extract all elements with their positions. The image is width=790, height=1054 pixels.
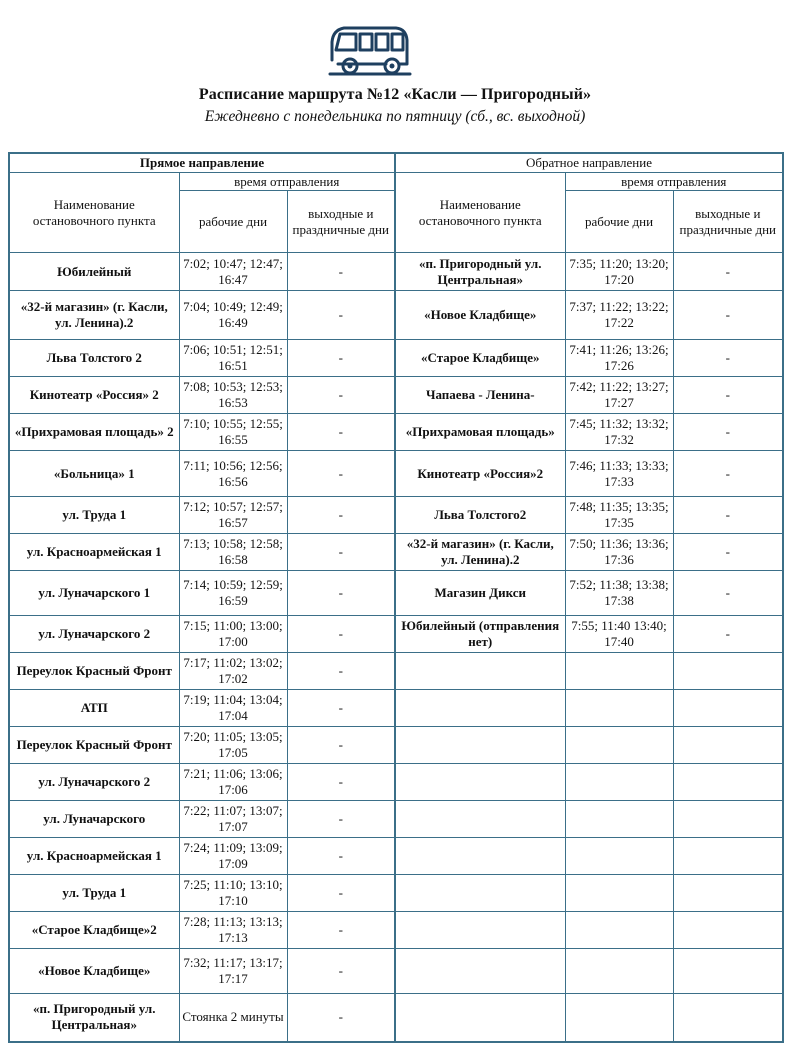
return-stop-name <box>395 690 565 727</box>
forward-weekend-times: - <box>287 253 395 291</box>
forward-workday-times: 7:11; 10:56; 12:56; 16:56 <box>179 451 287 497</box>
return-workday-times: 7:48; 11:35; 13:35; 17:35 <box>565 497 673 534</box>
return-workday-times: 7:46; 11:33; 13:33; 17:33 <box>565 451 673 497</box>
schedule-row <box>9 994 783 1042</box>
forward-stop-name: ул. Красноармейская 1 <box>9 534 179 571</box>
bus-icon <box>326 20 412 78</box>
forward-weekend-times: - <box>287 340 395 377</box>
return-workday-times <box>565 653 673 690</box>
return-weekend-times: - <box>673 253 783 291</box>
forward-workday-times: 7:32; 11:17; 13:17; 17:17 <box>179 949 287 994</box>
forward-workday-times: 7:28; 11:13; 13:13; 17:13 <box>179 912 287 949</box>
return-departure-header: время отправления <box>565 173 783 191</box>
return-workday-times: 7:41; 11:26; 13:26; 17:26 <box>565 340 673 377</box>
forward-workday-times: 7:10; 10:55; 12:55; 16:55 <box>179 414 287 451</box>
return-stop-name: Юбилейный (отправления нет) <box>395 616 565 653</box>
forward-weekend-times: - <box>287 377 395 414</box>
forward-direction-header: Прямое направление <box>9 153 395 173</box>
return-stop-name: Магазин Дикси <box>395 571 565 616</box>
forward-workday-times: 7:19; 11:04; 13:04; 17:04 <box>179 690 287 727</box>
forward-workday-times: 7:24; 11:09; 13:09; 17:09 <box>179 838 287 875</box>
forward-weekends-header: выходные и праздничные дни <box>287 191 395 253</box>
return-workday-times: 7:35; 11:20; 13:20; 17:20 <box>565 253 673 291</box>
schedule-row <box>9 690 783 727</box>
schedule-row <box>9 340 783 377</box>
schedule-rows <box>9 253 783 1042</box>
return-weekend-times: - <box>673 616 783 653</box>
return-stop-name: Чапаева - Ленина- <box>395 377 565 414</box>
forward-stop-column-header: Наименование остановочного пункта <box>9 173 179 253</box>
return-weekend-times: - <box>673 451 783 497</box>
forward-weekend-times: - <box>287 534 395 571</box>
return-weekend-times <box>673 949 783 994</box>
forward-stop-name: «32-й магазин» (г. Касли, ул. Ленина).2 <box>9 291 179 340</box>
forward-workday-times: 7:25; 11:10; 13:10; 17:10 <box>179 875 287 912</box>
forward-stop-name: ул. Труда 1 <box>9 875 179 912</box>
return-weekend-times <box>673 875 783 912</box>
return-stop-name <box>395 764 565 801</box>
return-workday-times <box>565 690 673 727</box>
return-stop-name <box>395 949 565 994</box>
forward-weekend-times: - <box>287 414 395 451</box>
forward-stop-name: «Прихрамовая площадь» 2 <box>9 414 179 451</box>
forward-workday-times: 7:08; 10:53; 12:53; 16:53 <box>179 377 287 414</box>
return-stop-name <box>395 653 565 690</box>
forward-stop-name: «Новое Кладбище» <box>9 949 179 994</box>
forward-workday-times: 7:12; 10:57; 12:57; 16:57 <box>179 497 287 534</box>
forward-weekend-times: - <box>287 949 395 994</box>
schedule-row <box>9 571 783 616</box>
schedule-row <box>9 451 783 497</box>
forward-workdays-header: рабочие дни <box>179 191 287 253</box>
page-title: Расписание маршрута №12 «Касли — Пригородный» <box>198 86 592 103</box>
forward-workday-times: 7:06; 10:51; 12:51; 16:51 <box>179 340 287 377</box>
forward-stop-name: ул. Луначарского 2 <box>9 764 179 801</box>
forward-departure-header: время отправления <box>179 173 395 191</box>
forward-weekend-times: - <box>287 451 395 497</box>
return-stop-name: «32-й магазин» (г. Касли, ул. Ленина).2 <box>395 534 565 571</box>
schedule-table <box>8 152 784 1043</box>
forward-workday-times: 7:13; 10:58; 12:58; 16:58 <box>179 534 287 571</box>
return-weekend-times <box>673 727 783 764</box>
schedule-row <box>9 616 783 653</box>
forward-weekend-times: - <box>287 291 395 340</box>
return-stop-name <box>395 801 565 838</box>
forward-stop-name: ул. Луначарского <box>9 801 179 838</box>
forward-weekend-times: - <box>287 653 395 690</box>
forward-weekend-times: - <box>287 616 395 653</box>
return-workdays-header: рабочие дни <box>565 191 673 253</box>
schedule-row <box>9 497 783 534</box>
schedule-row <box>9 801 783 838</box>
forward-stop-name: Кинотеатр «Россия» 2 <box>9 377 179 414</box>
return-workday-times <box>565 949 673 994</box>
forward-workday-times: 7:04; 10:49; 12:49; 16:49 <box>179 291 287 340</box>
return-workday-times: 7:52; 11:38; 13:38; 17:38 <box>565 571 673 616</box>
return-weekend-times: - <box>673 414 783 451</box>
return-workday-times <box>565 727 673 764</box>
forward-workday-times: 7:20; 11:05; 13:05; 17:05 <box>179 727 287 764</box>
return-workday-times <box>565 875 673 912</box>
schedule-row <box>9 764 783 801</box>
return-weekend-times: - <box>673 571 783 616</box>
page-subtitle: Ежедневно с понедельника по пятницу (сб., вс. выходной) <box>204 108 586 125</box>
forward-stop-name: ул. Труда 1 <box>9 497 179 534</box>
schedule-row <box>9 912 783 949</box>
return-weekends-header: выходные и праздничные дни <box>673 191 783 253</box>
schedule-row <box>9 534 783 571</box>
schedule-row <box>9 377 783 414</box>
return-stop-name <box>395 838 565 875</box>
return-stop-name: Льва Толстого2 <box>395 497 565 534</box>
return-stop-name: «Старое Кладбище» <box>395 340 565 377</box>
return-weekend-times <box>673 912 783 949</box>
schedule-row <box>9 253 783 291</box>
return-workday-times <box>565 801 673 838</box>
forward-workday-times: 7:14; 10:59; 12:59; 16:59 <box>179 571 287 616</box>
return-weekend-times <box>673 838 783 875</box>
return-workday-times <box>565 838 673 875</box>
forward-weekend-times: - <box>287 912 395 949</box>
schedule-row <box>9 291 783 340</box>
return-workday-times <box>565 912 673 949</box>
forward-weekend-times: - <box>287 994 395 1042</box>
return-stop-column-header: Наименование остановочного пункта <box>395 173 565 253</box>
return-stop-name: Кинотеатр «Россия»2 <box>395 451 565 497</box>
return-weekend-times: - <box>673 534 783 571</box>
return-workday-times: 7:55; 11:40 13:40; 17:40 <box>565 616 673 653</box>
return-weekend-times <box>673 764 783 801</box>
return-weekend-times: - <box>673 497 783 534</box>
return-workday-times: 7:50; 11:36; 13:36; 17:36 <box>565 534 673 571</box>
return-weekend-times: - <box>673 340 783 377</box>
forward-workday-times: 7:22; 11:07; 13:07; 17:07 <box>179 801 287 838</box>
return-weekend-times <box>673 801 783 838</box>
forward-stop-name: ул. Луначарского 2 <box>9 616 179 653</box>
forward-stop-name: «Старое Кладбище»2 <box>9 912 179 949</box>
forward-stop-name: ул. Красноармейская 1 <box>9 838 179 875</box>
schedule-row <box>9 414 783 451</box>
return-weekend-times: - <box>673 291 783 340</box>
return-stop-name: «п. Пригородный ул. Центральная» <box>395 253 565 291</box>
schedule-row <box>9 949 783 994</box>
return-stop-name <box>395 912 565 949</box>
schedule-row <box>9 875 783 912</box>
forward-weekend-times: - <box>287 875 395 912</box>
schedule-row <box>9 653 783 690</box>
forward-stop-name: «п. Пригородный ул. Центральная» <box>9 994 179 1042</box>
return-stop-name: «Новое Кладбище» <box>395 291 565 340</box>
schedule-row <box>9 727 783 764</box>
forward-workday-times: 7:15; 11:00; 13:00; 17:00 <box>179 616 287 653</box>
forward-weekend-times: - <box>287 690 395 727</box>
return-workday-times: 7:42; 11:22; 13:27; 17:27 <box>565 377 673 414</box>
forward-weekend-times: - <box>287 571 395 616</box>
forward-workday-times: 7:02; 10:47; 12:47; 16:47 <box>179 253 287 291</box>
return-direction-header: Обратное направление <box>395 153 783 173</box>
forward-stop-name: АТП <box>9 690 179 727</box>
return-stop-name: «Прихрамовая площадь» <box>395 414 565 451</box>
return-workday-times: 7:45; 11:32; 13:32; 17:32 <box>565 414 673 451</box>
return-weekend-times <box>673 994 783 1042</box>
forward-workday-times: Стоянка 2 минуты <box>179 994 287 1042</box>
return-workday-times <box>565 994 673 1042</box>
forward-workday-times: 7:21; 11:06; 13:06; 17:06 <box>179 764 287 801</box>
forward-workday-times: 7:17; 11:02; 13:02; 17:02 <box>179 653 287 690</box>
return-stop-name <box>395 875 565 912</box>
return-weekend-times <box>673 690 783 727</box>
return-weekend-times <box>673 653 783 690</box>
return-weekend-times: - <box>673 377 783 414</box>
return-workday-times <box>565 764 673 801</box>
forward-weekend-times: - <box>287 497 395 534</box>
forward-weekend-times: - <box>287 838 395 875</box>
return-stop-name <box>395 727 565 764</box>
forward-stop-name: Льва Толстого 2 <box>9 340 179 377</box>
forward-stop-name: «Больница» 1 <box>9 451 179 497</box>
return-stop-name <box>395 994 565 1042</box>
forward-stop-name: Юбилейный <box>9 253 179 291</box>
forward-weekend-times: - <box>287 801 395 838</box>
forward-stop-name: Переулок Красный Фронт <box>9 653 179 690</box>
forward-stop-name: ул. Луначарского 1 <box>9 571 179 616</box>
forward-stop-name: Переулок Красный Фронт <box>9 727 179 764</box>
forward-weekend-times: - <box>287 727 395 764</box>
schedule-row <box>9 838 783 875</box>
forward-weekend-times: - <box>287 764 395 801</box>
return-workday-times: 7:37; 11:22; 13:22; 17:22 <box>565 291 673 340</box>
